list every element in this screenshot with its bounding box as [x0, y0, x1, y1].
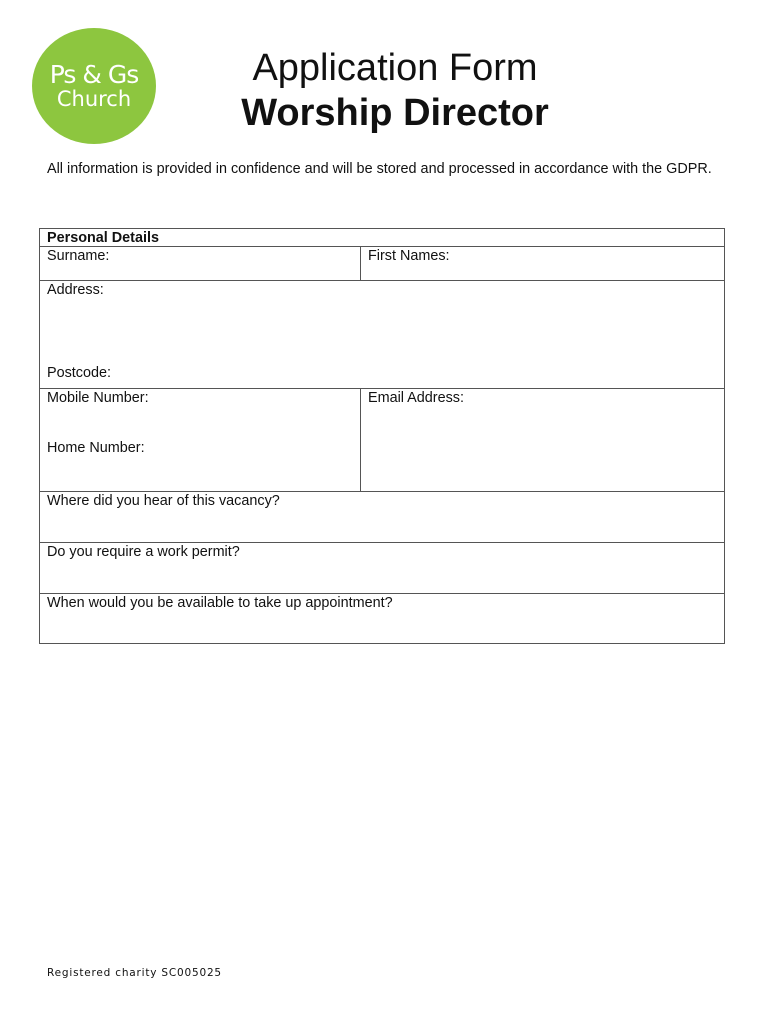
charity-registration: Registered charity SC005025	[47, 967, 222, 979]
vacancy-source-field[interactable]	[40, 492, 724, 542]
personal-details-form	[39, 228, 725, 644]
address-label: Address:	[47, 282, 104, 298]
mobile-number-label: Mobile Number:	[47, 390, 149, 406]
surname-field[interactable]	[40, 247, 360, 280]
section-title: Personal Details	[47, 230, 159, 246]
availability-label: When would you be available to take up appointment?	[47, 595, 393, 611]
vacancy-source-label: Where did you hear of this vacancy?	[47, 493, 280, 509]
address-field[interactable]	[40, 281, 724, 388]
email-address-label: Email Address:	[368, 390, 464, 406]
availability-field[interactable]	[40, 594, 724, 643]
email-address-field[interactable]	[361, 389, 724, 491]
form-title: Application Form	[252, 47, 538, 89]
work-permit-label: Do you require a work permit?	[47, 544, 240, 560]
home-number-label: Home Number:	[47, 440, 145, 456]
first-names-label: First Names:	[368, 248, 450, 264]
surname-label: Surname:	[47, 248, 110, 264]
gdpr-notice: All information is provided in confidence and will be stored and processed in accordance with the GDPR.	[47, 161, 712, 177]
phone-numbers-field[interactable]	[40, 389, 360, 491]
position-title: Worship Director	[241, 92, 549, 134]
logo-line-2: Church	[56, 87, 132, 111]
first-names-field[interactable]	[361, 247, 724, 280]
church-logo	[32, 28, 156, 144]
work-permit-field[interactable]	[40, 543, 724, 593]
logo-line-1: Ps & Gs	[49, 60, 139, 89]
postcode-label: Postcode:	[47, 365, 111, 381]
